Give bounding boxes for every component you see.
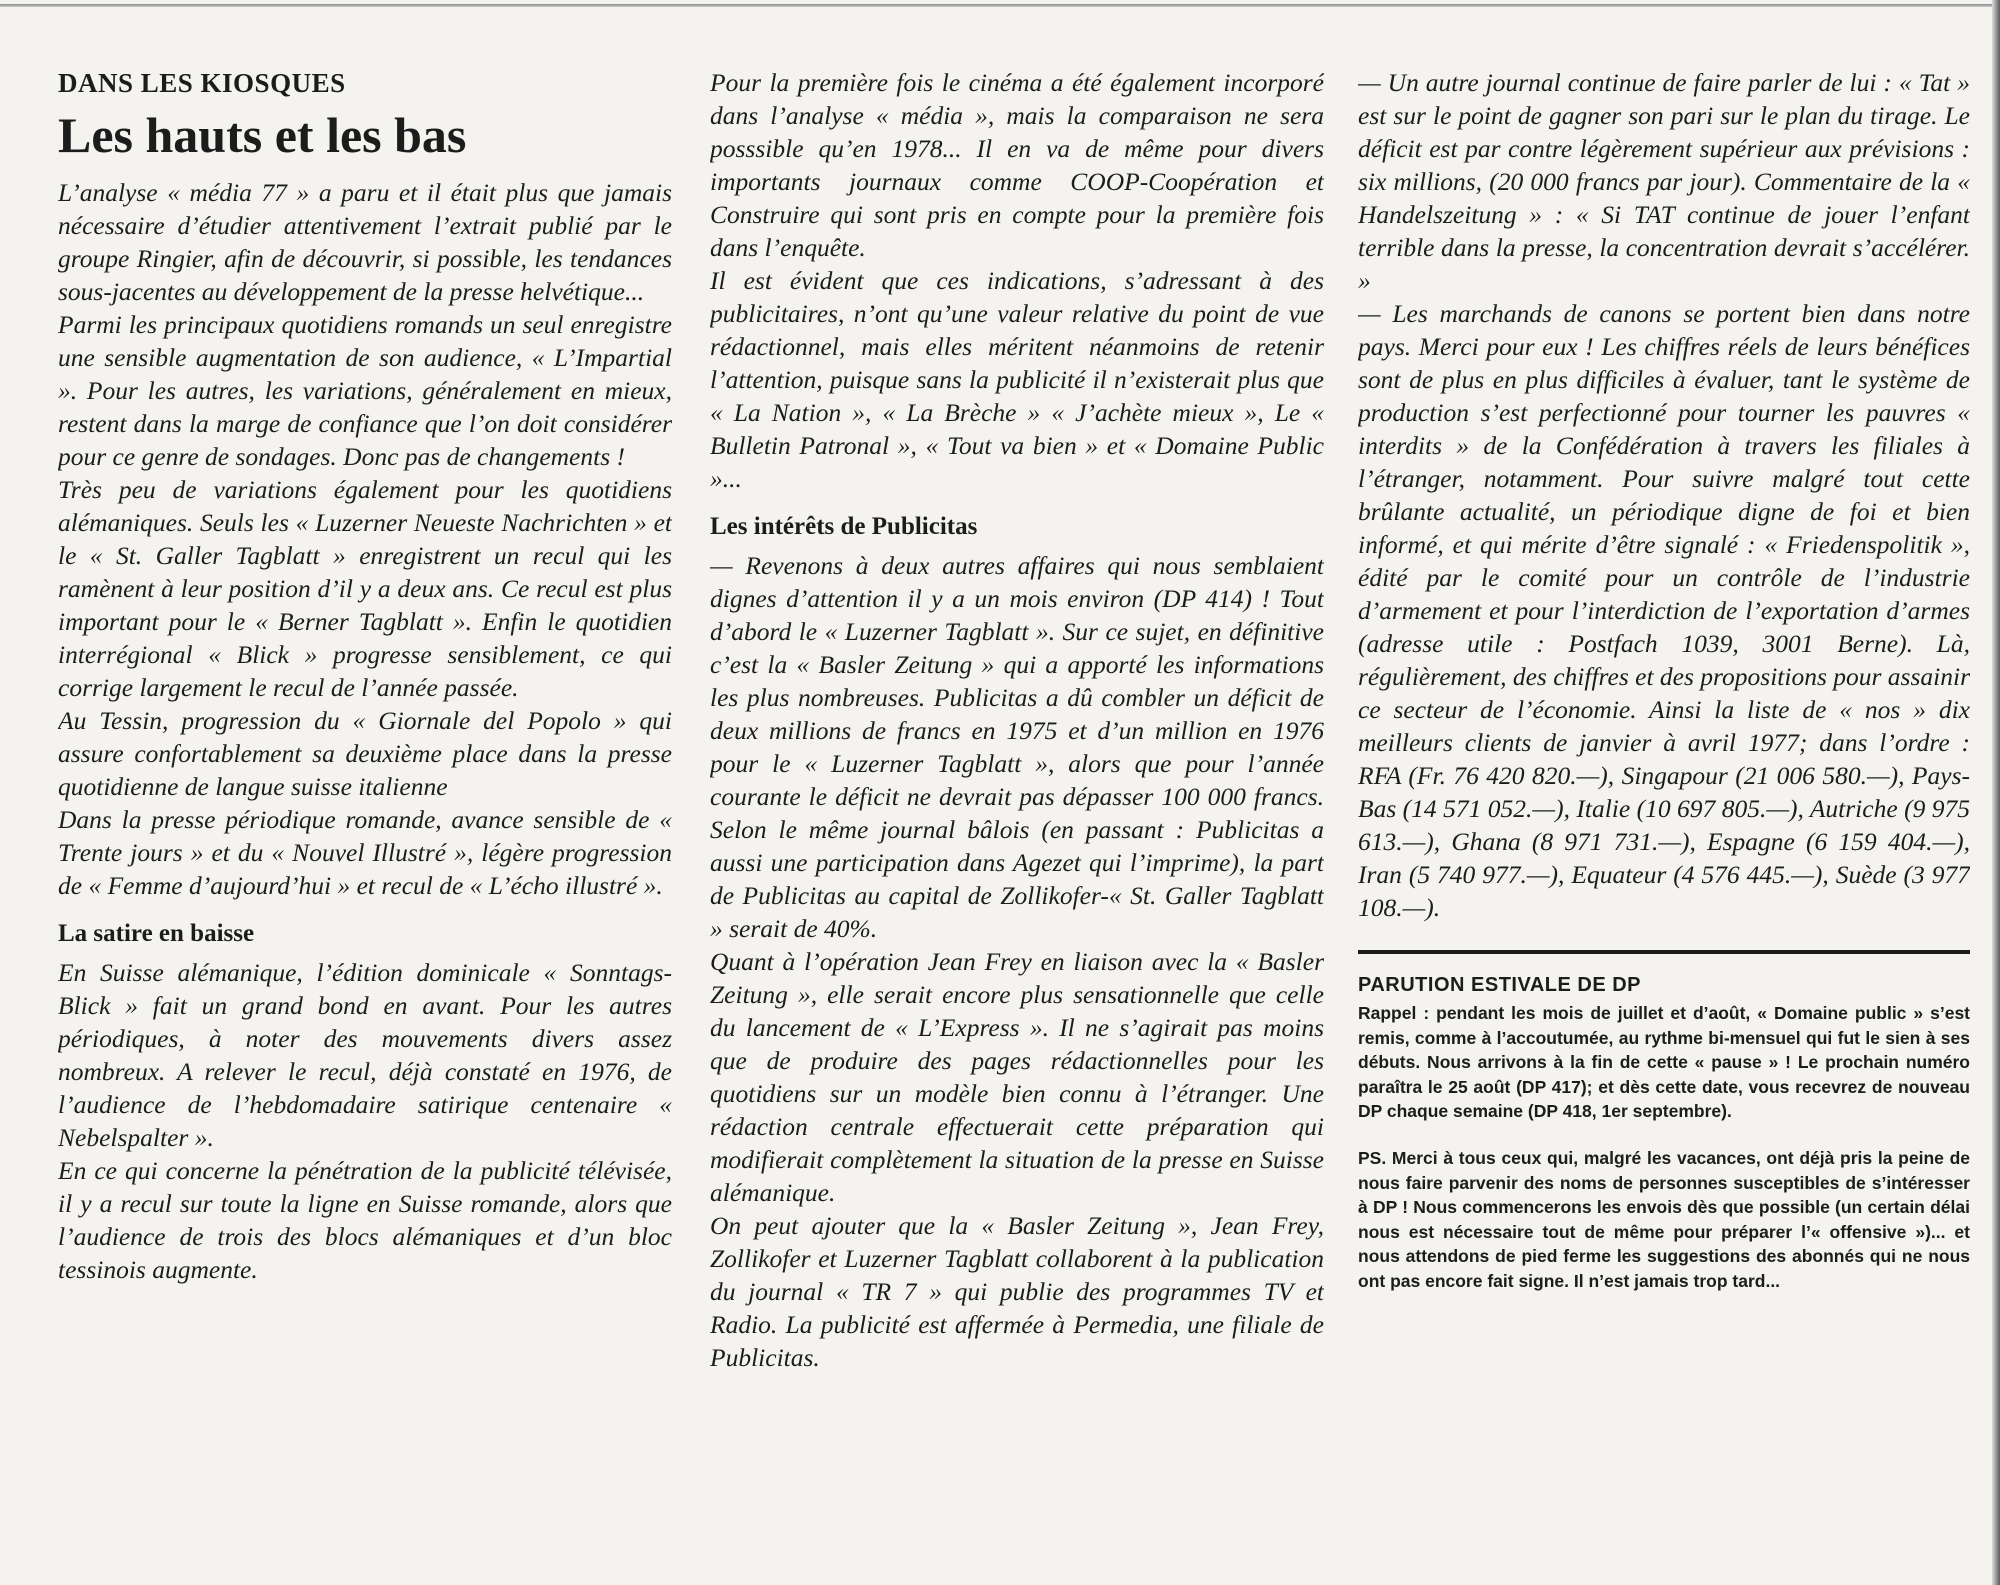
- paragraph: On peut ajouter que la « Basler Zeitung », Jean Frey, Zollikofer et Luzerner Tagblatt collaborent à la publication du journal « TR 7 » qui publie des programmes TV et Radio. La publicité est affermée à Permedia, une filiale de Publicitas.: [710, 1211, 1324, 1372]
- sidebox-text: Rappel : pendant les mois de juillet et d’août, « Domaine public » s’est remis, comme à l’accoutumée, au rythme bi-mensuel qui fut le sien à ses débuts. Nous arrivons à la fin de cette « pause » ! Le prochain numéro paraîtra le 25 août (DP 417); et dès cette date, vous recevrez de nouveau DP chaque semaine (DP 418, 1er septembre).: [1358, 1003, 1970, 1122]
- article-headline: Les hauts et les bas: [58, 107, 467, 163]
- paragraph: Pour la première fois le cinéma a été également incorporé dans l’analyse « média », mais la comparaison ne sera posssible qu’en 1978... Il en va de même pour divers importants journaux comme COOP-Coopération et Construire qui sont pris en compte pour la première fois dans l’enquête.: [710, 68, 1324, 262]
- scan-right-edge: [1992, 0, 2000, 1585]
- paragraph: Dans la presse périodique romande, avance sensible de « Trente jours » et du « Nouvel Illustré », légère progression de « Femme d’aujourd’hui » et recul de « L’écho illustré ».: [58, 804, 672, 900]
- sidebox-ps: PS. Merci à tous ceux qui, malgré les vacances, ont déjà pris la peine de nous faire parvenir des noms de personnes susceptibles de s’intéresser à DP ! Nous commencerons les envois dès que possible (un certain délai nous est nécessaire tout de même pour préparer l’« offensive »)... et nous attendons de pied ferme les suggestions des abonnés qui ne nous ont pas encore fait signe. Il n’est jamais trop tard...: [1358, 1147, 1970, 1291]
- subheading-satire: La satire en baisse: [58, 919, 255, 947]
- column-3: [1358, 66, 1970, 1294]
- paragraph: Il est évident que ces indications, s’adressant à des publicitaires, n’ont qu’une valeur relative du point de vue rédactionnel, mais elles méritent néanmoins de retenir l’attention, puisque sans la publicité il n’existerait plus que « La Nation », « La Brèche » « J’achète mieux », Le « Bulletin Patronal », « Tout va bien » et « Domaine Public »...: [710, 266, 1324, 493]
- paragraph: — Les marchands de canons se portent bien dans notre pays. Merci pour eux ! Les chiffres réels de leurs bénéfices sont de plus en plus difficiles à évaluer, tant le système de production s’est perfectionné pour tourner les pauvres « interdits » de la Confédération à travers les filiales à l’étranger, notamment. Pour suivre malgré tout cette brûlante actualité, un périodique digne de foi et bien informé, et qui mérite d’être signalé : « Friedenspolitik », édité par le comité pour un contrôle de l’industrie d’armement et pour l’interdiction de l’exportation d’armes (adresse utile : Postfach 1039, 3001 Berne). Là, régulièrement, des chiffres et des propositions pour assainir ce secteur de l’économie. Ainsi la liste de « nos » dix meilleurs clients de janvier à avril 1977; dans l’ordre : RFA (Fr. 76 420 820.—), Singapour (21 006 580.—), Pays-Bas (14 571 052.—), Italie (10 697 805.—), Autriche (9 975 613.—), Ghana (8 971 731.—), Espagne (6 159 404.—), Iran (5 740 977.—), Equateur (4 576 445.—), Suède (3 977 108.—).: [1358, 299, 1970, 922]
- sidebox: [1358, 974, 1970, 1294]
- paragraph: Quant à l’opération Jean Frey en liaison avec la « Basler Zeitung », elle serait encore plus sensationnelle que celle du lancement de « L’Express ». Il ne s’agirait pas moins que de produire des pages rédactionnelles pour les quotidiens sur un modèle bien connu à l’étranger. Une rédaction centrale effectuerait cette préparation qui modifierait complètement la situation de la presse en Suisse alémanique.: [710, 947, 1324, 1207]
- paragraph: Parmi les principaux quotidiens romands un seul enregistre une sensible augmentation de son audience, « L’Impartial ». Pour les autres, les variations, généralement en mieux, restent dans la marge de confiance que l’on doit considérer pour ce genre de sondages. Donc pas de changements !: [58, 309, 672, 471]
- section-divider: [1358, 950, 1970, 954]
- sidebox-title: PARUTION ESTIVALE DE DP: [1358, 974, 1642, 996]
- paragraph: L’analyse « média 77 » a paru et il était plus que jamais nécessaire d’étudier attentivement l’extrait publié par le groupe Ringier, afin de découvrir, si possible, les tendances sous-jacentes au développement de la presse helvétique...: [58, 177, 672, 306]
- column-2: [710, 66, 1324, 1374]
- paragraph: En ce qui concerne la pénétration de la publicité télévisée, il y a recul sur toute la ligne en Suisse romande, alors que l’audience de trois des blocs alémaniques et d’un bloc tessinois augmente.: [58, 1155, 672, 1284]
- paragraph: Très peu de variations également pour les quotidiens alémaniques. Seuls les « Luzerner Neueste Nachrichten » et le « St. Galler Tagblatt » enregistrent un recul qui les ramènent à leur position d’il y a deux ans. Ce recul est plus important pour le « Berner Tagblatt ». Enfin le quotidien interrégional « Blick » progresse sensiblement, ce qui corrige largement le recul de l’année passée.: [58, 474, 672, 702]
- paragraph: — Revenons à deux autres affaires qui nous semblaient dignes d’attention il y a un mois environ (DP 414) ! Tout d’abord le « Luzerner Tagblatt ». Sur ce sujet, en définitive c’est la « Basler Zeitung » qui a apporté les informations les plus nombreuses. Publicitas a dû combler un déficit de deux millions de francs en 1975 et d’un million en 1976 pour le « Luzerner Tagblatt », alors que pour l’année courante le déficit ne devrait pas dépasser 100 000 francs. Selon le même journal bâlois (en passant : Publicitas a aussi une participation dans Agezet qui l’imprime), la part de Publicitas au capital de Zollikofer-« St. Galler Tagblatt » serait de 40%.: [710, 551, 1324, 943]
- section-kicker: DANS LES KIOSQUES: [58, 68, 346, 98]
- paragraph: — Un autre journal continue de faire parler de lui : « Tat » est sur le point de gagner son pari sur le plan du tirage. Le déficit est par contre légèrement supérieur aux prévisions : six millions, (20 000 francs par jour). Commentaire de la « Handelszeitung » : « Si TAT continue de jouer l’enfant terrible dans la presse, la concentration devrait s’accélérer. »: [1358, 68, 1970, 295]
- column-1: [58, 62, 672, 1286]
- paragraph: En Suisse alémanique, l’édition dominicale « Sonntags-Blick » fait un grand bond en avant. Pour les autres périodiques, à noter des mouvements divers assez nombreux. A relever le recul, déjà constaté en 1976, de l’audience de l’hebdomadaire satirique centenaire « Nebelspalter ».: [58, 957, 672, 1152]
- top-border-line: [0, 4, 2000, 7]
- paragraph: Au Tessin, progression du « Giornale del Popolo » qui assure confortablement sa deuxième place dans la presse quotidienne de langue suisse italienne: [58, 705, 672, 801]
- subheading-publicitas: Les intérêts de Publicitas: [710, 513, 978, 540]
